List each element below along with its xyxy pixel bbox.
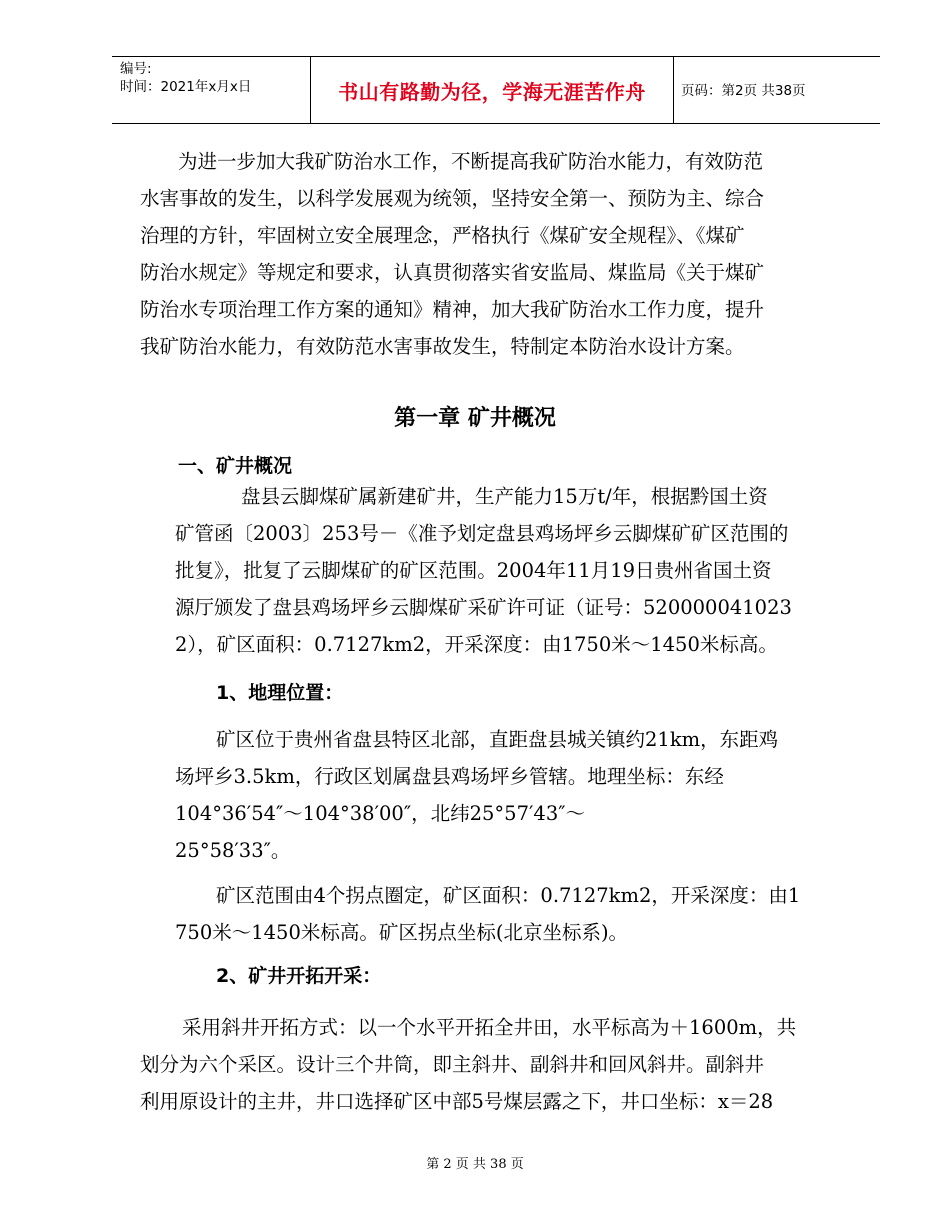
mining-line: 采用斜井开拓方式：以一个水平开拓全井田，水平标高为＋1600m，共	[182, 1016, 797, 1039]
geography-paragraph	[175, 721, 895, 869]
geography-line: 25°58′33″。	[175, 839, 291, 862]
geography-line: 场坪乡3.5km，行政区划属盘县鸡场坪乡管辖。地理坐标：东经	[175, 765, 724, 788]
section-paragraph	[175, 478, 895, 663]
page-header	[112, 56, 880, 124]
section-line: 2），矿区面积：0.7127km2，开采深度：由1750米～1450米标高。	[175, 633, 778, 656]
intro-line: 治理的方针，牢固树立安全展理念，严格执行《煤矿安全规程》、《煤矿	[140, 224, 745, 247]
geography-line: 104°36′54″～104°38′00″，北纬25°57′43″～	[175, 802, 586, 825]
geography-line: 750米～1450米标高。矿区拐点坐标(北京坐标系)。	[175, 921, 629, 944]
mining-paragraph	[140, 1009, 860, 1120]
geography-line: 矿区范围由4个拐点圈定，矿区面积：0.7127km2，开采深度：由1	[216, 884, 801, 907]
mining-line: 利用原设计的主井，井口选择矿区中部5号煤层露之下，井口坐标：x＝28	[140, 1090, 774, 1113]
header-center-cell	[310, 57, 674, 123]
section-title: 一、矿井概况	[178, 455, 293, 477]
section-line: 源厅颁发了盘县鸡场坪乡云脚煤矿采矿许可证（证号：520000041023	[175, 596, 792, 619]
document-time-label: 时间：2021年x月x日	[120, 79, 252, 95]
chapter-title: 第一章 矿井概况	[394, 406, 556, 431]
subsection-title-geography: 1、地理位置：	[216, 682, 344, 704]
geography-paragraph-2	[175, 877, 895, 951]
document-number-label: 编号:	[120, 61, 152, 77]
intro-paragraph	[140, 143, 860, 365]
page-footer: 第 2 页 共 38 页	[426, 1157, 524, 1172]
header-left-cell	[112, 57, 310, 123]
intro-line: 我矿防治水能力，有效防范水害事故发生，特制定本防治水设计方案。	[140, 335, 745, 358]
intro-line: 防治水规定》等规定和要求，认真贯彻落实省安监局、煤监局《关于煤矿	[140, 261, 765, 284]
header-slogan: 书山有路勤为径，学海无涯苦作舟	[338, 80, 646, 104]
intro-line: 防治水专项治理工作方案的通知》精神，加大我矿防治水工作力度，提升	[140, 298, 765, 321]
header-right-cell	[673, 57, 880, 123]
intro-line: 为进一步加大我矿防治水工作，不断提高我矿防治水能力，有效防范	[178, 150, 764, 173]
section-line: 盘县云脚煤矿属新建矿井，生产能力15万t/年，根据黔国土资	[241, 485, 768, 508]
mining-line: 划分为六个采区。设计三个井筒，即主斜井、副斜井和回风斜井。副斜井	[140, 1053, 765, 1076]
page-number-label: 页码：第2页 共38页	[681, 83, 806, 99]
section-line: 矿管函〔2003〕253号－《准予划定盘县鸡场坪乡云脚煤矿矿区范围的	[175, 522, 789, 545]
intro-line: 水害事故的发生，以科学发展观为统领，坚持安全第一、预防为主、综合	[140, 187, 765, 210]
section-line: 批复》，批复了云脚煤矿的矿区范围。2004年11月19日贵州省国土资	[175, 559, 772, 582]
subsection-title-mining: 2、矿井开拓开采：	[216, 965, 382, 987]
geography-line: 矿区位于贵州省盘县特区北部，直距盘县城关镇约21km，东距鸡	[216, 728, 779, 751]
